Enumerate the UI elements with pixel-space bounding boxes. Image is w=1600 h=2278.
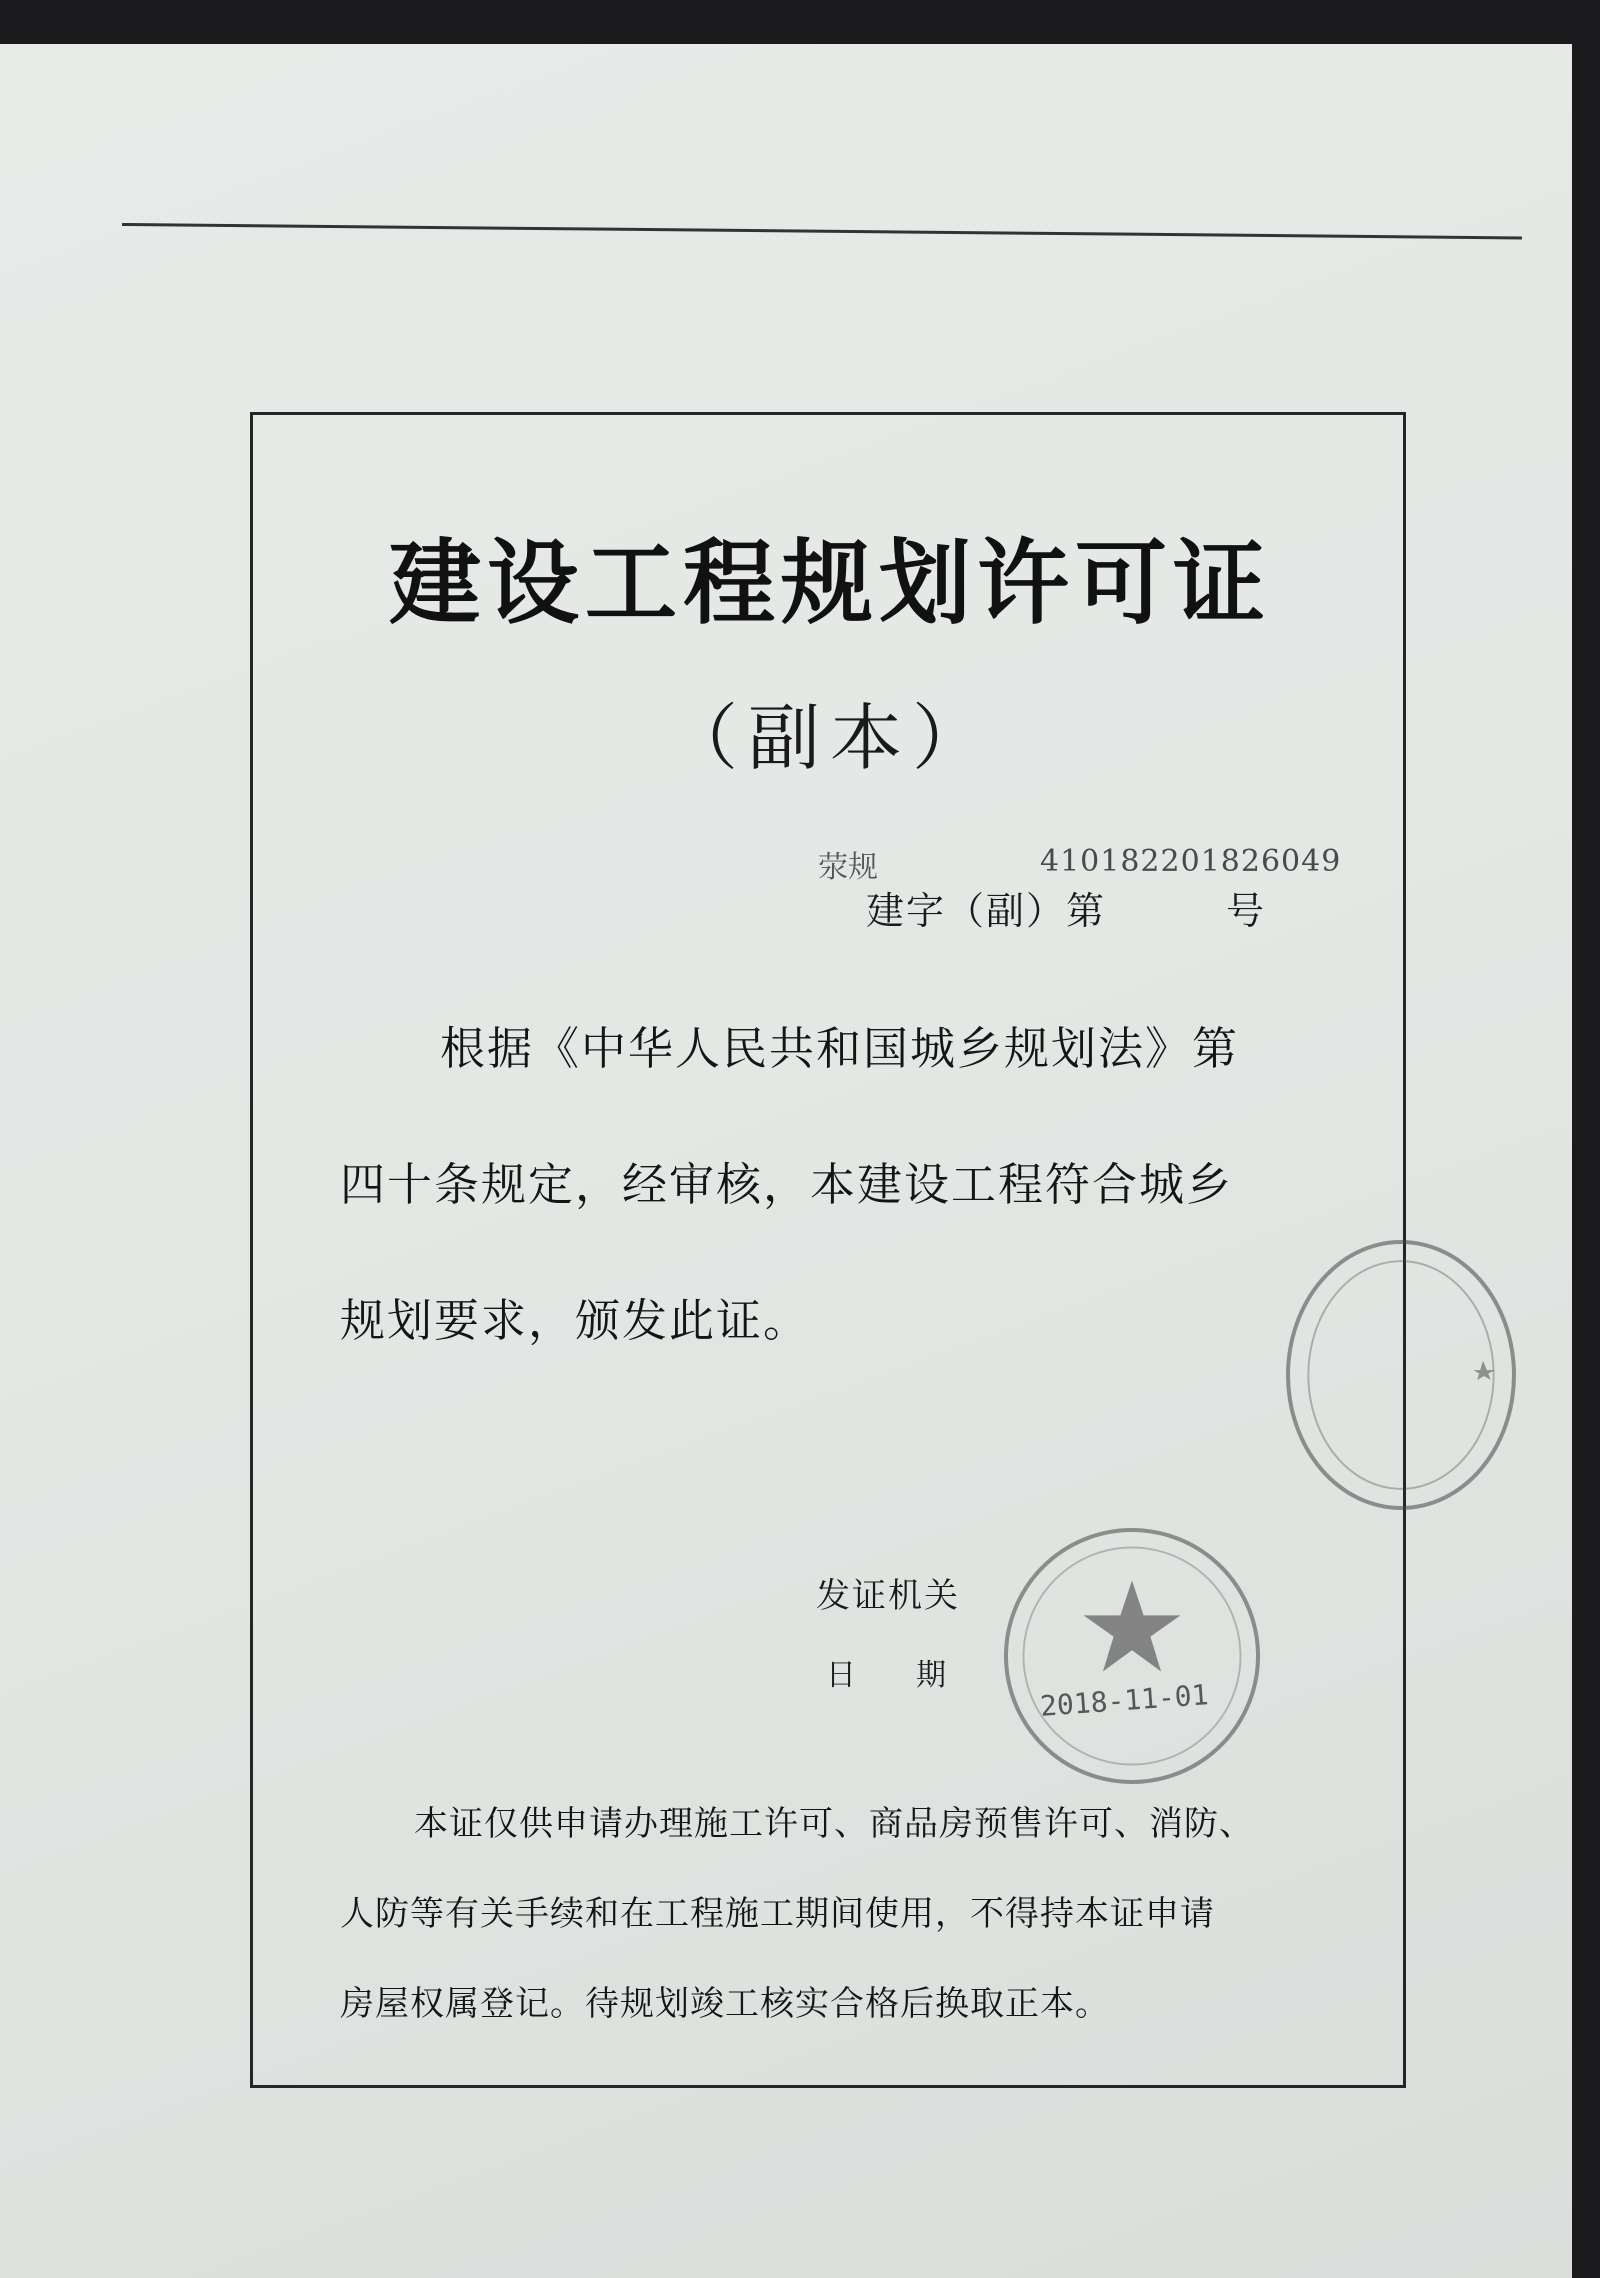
permit-number: 410182201826049 <box>1040 844 1342 879</box>
note-line-3: 房屋权属登记。待规划竣工核实合格后换取正本。 <box>340 1984 1110 2024</box>
official-seal-stamp <box>1004 1528 1260 1784</box>
permit-number-line: 建字（副）第 号 <box>866 889 1267 933</box>
partial-seal-stamp <box>1286 1240 1516 1510</box>
certificate-subtitle: （副本） <box>665 696 994 780</box>
note-line-1: 本证仅供申请办理施工许可、商品房预售许可、消防、 <box>414 1804 1254 1844</box>
date-label: 日 期 <box>826 1658 946 1693</box>
issuer-label: 发证机关 <box>816 1576 960 1616</box>
body-line-2: 四十条规定，经审核，本建设工程符合城乡 <box>340 1158 1234 1211</box>
issuer-prefix: 荥规 <box>818 850 878 885</box>
body-line-1: 根据《中华人民共和国城乡规划法》第 <box>440 1022 1240 1075</box>
note-line-2: 人防等有关手续和在工程施工期间使用，不得持本证申请 <box>340 1894 1215 1934</box>
certificate-title: 建设工程规划许可证 <box>388 530 1271 637</box>
body-line-3: 规划要求，颁发此证。 <box>340 1294 811 1347</box>
seal-date: 2018-11-01 <box>1039 1678 1210 1723</box>
